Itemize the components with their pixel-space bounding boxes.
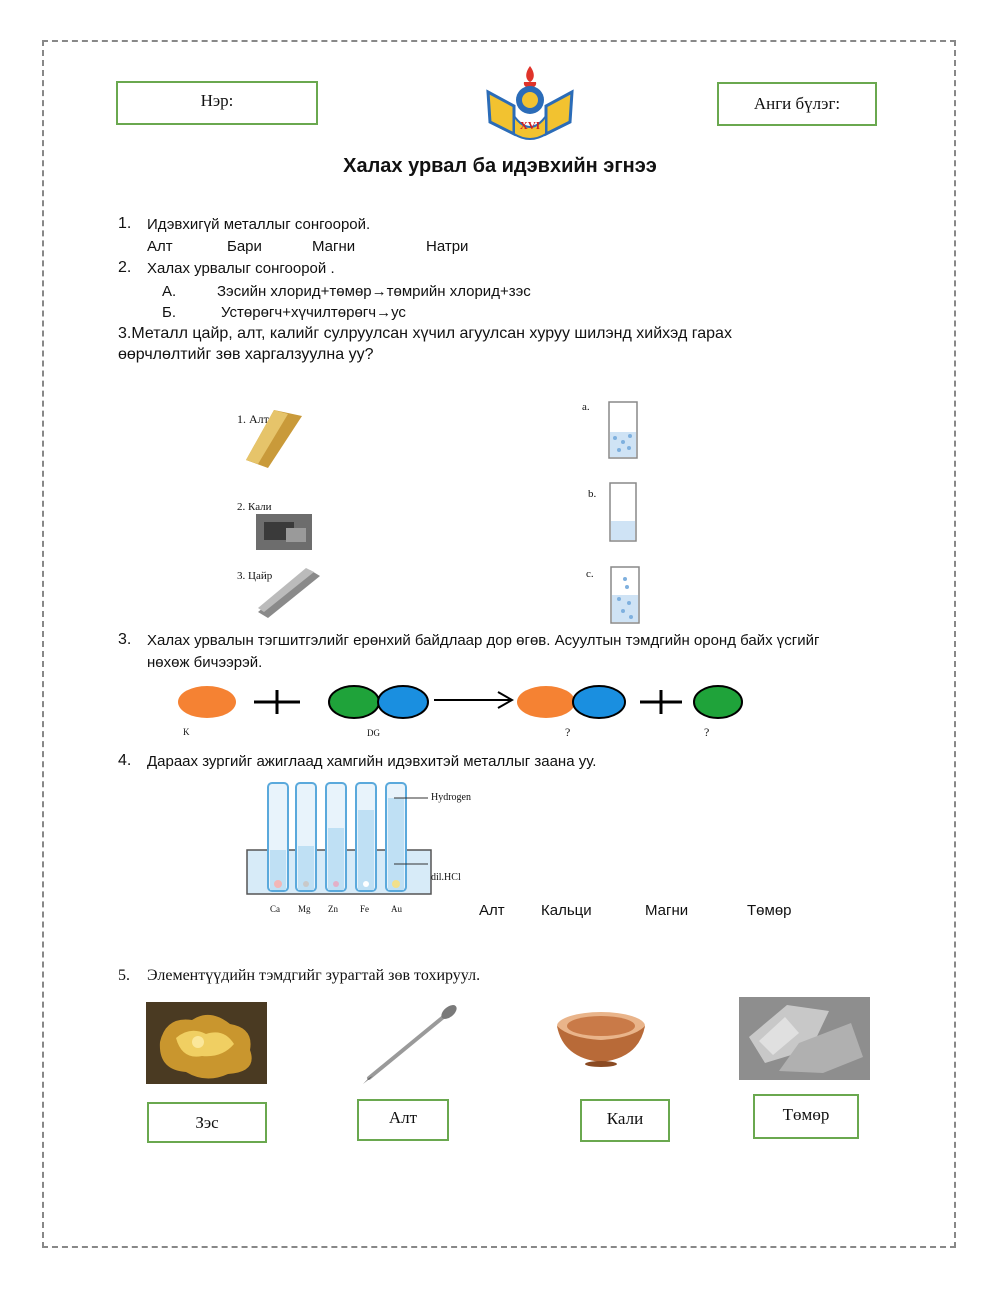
atom-product-g: [573, 686, 625, 718]
test-tube-a: [603, 400, 643, 460]
q2-option-b-text[interactable]: Устөрөгч+хүчилтөрөгч→ус: [221, 304, 406, 321]
name-field[interactable]: [116, 81, 318, 125]
answer-box-copper[interactable]: [147, 1102, 267, 1143]
test-tube-b: [605, 481, 641, 543]
atom-product-k: [517, 686, 575, 718]
atom-product-d: [694, 686, 742, 718]
label-question-2[interactable]: ?: [704, 725, 710, 739]
hydrogen-label: Hydrogen: [431, 792, 471, 803]
q2-option-a-label[interactable]: А.: [162, 283, 177, 300]
q1-option-barium[interactable]: Бари: [227, 238, 262, 255]
metal-label-potassium: 2. Кали: [237, 501, 272, 513]
q3a-text-line2: өөрчлөлтийг зөв харгалзуулна уу?: [118, 346, 374, 363]
gold-nugget-image[interactable]: [146, 1002, 267, 1084]
answer-box-gold[interactable]: [357, 1099, 449, 1141]
school-logo: [484, 62, 576, 142]
iron-nail-image[interactable]: [357, 1002, 465, 1084]
answer-box-iron-label: Төмөр: [782, 1105, 830, 1124]
q3b-number: 3.: [118, 631, 132, 648]
answer-box-iron[interactable]: [753, 1094, 859, 1139]
q1-number: 1.: [118, 215, 132, 232]
atom-k: [178, 686, 236, 718]
metal-label-zinc: 3. Цайр: [237, 570, 273, 582]
answer-box-gold-label: Алт: [388, 1108, 418, 1127]
logo-text: XVI: [519, 120, 541, 132]
atom-d: [329, 686, 379, 718]
tube-label-fe: Fe: [360, 904, 369, 914]
q1-text: Идэвхигүй металлыг сонгоорой.: [147, 216, 371, 233]
tube-label-a: a.: [582, 401, 590, 413]
tube-label-b: b.: [588, 488, 597, 500]
q1-option-sodium[interactable]: Натри: [426, 238, 469, 255]
page-title: Халах урвал ба идэвхийн эгнээ: [343, 155, 657, 177]
label-question-1[interactable]: ?: [565, 725, 571, 739]
q4-option-iron[interactable]: Төмөр: [747, 902, 792, 919]
metals-in-acid-diagram: [244, 780, 444, 900]
q5-text: Элементүүдийн тэмдгийг зурагтай зөв тохируул.: [147, 967, 481, 984]
label-k: K: [183, 727, 190, 737]
zinc-strip-image: [256, 566, 322, 620]
tube-label-mg: Mg: [298, 904, 311, 914]
q5-number: 5.: [118, 967, 130, 984]
q3a-text-line1: 3.Металл цайр, алт, калийг сулруулсан хүчил агуулсан хуруу шилэнд хийхэд гарах: [118, 325, 732, 342]
q2-text: Халах урвалыг сонгоорой .: [147, 260, 335, 277]
class-label: Анги бүлэг:: [753, 94, 841, 113]
name-label: Нэр:: [200, 91, 234, 110]
q3b-text-line1: Халах урвалын тэгшитгэлийг ерөнхий байдлаар дор өгөв. Асуултын тэмдгийн оронд байх үсгийг: [147, 632, 820, 649]
potassium-image: [256, 514, 312, 550]
q4-option-magnesium[interactable]: Магни: [645, 902, 689, 919]
atom-g: [378, 686, 428, 718]
q2-option-b-label[interactable]: Б.: [162, 304, 177, 321]
q4-text: Дараах зургийг ажиглаад хамгийн идэвхитэй металлыг заана уу.: [147, 753, 597, 770]
class-field[interactable]: [717, 82, 877, 126]
q4-option-calcium[interactable]: Кальци: [541, 902, 592, 919]
answer-box-potassium-label: Кали: [606, 1109, 644, 1128]
tube-label-c: c.: [586, 568, 594, 580]
answer-box-potassium[interactable]: [580, 1099, 670, 1142]
q2-option-a-text[interactable]: Зэсийн хлорид+төмөр→төмрийн хлорид+зэс: [217, 283, 531, 300]
copper-bowl-image[interactable]: [553, 1002, 649, 1068]
label-dg: DG: [367, 728, 380, 738]
q2-number: 2.: [118, 259, 132, 276]
q3b-text-line2: нөхөж бичээрэй.: [147, 654, 263, 671]
tube-label-ca: Ca: [270, 904, 280, 914]
acid-label: dil.HCl: [431, 872, 461, 883]
gold-strip-image: [244, 406, 304, 470]
metal-chunks-image[interactable]: [739, 997, 870, 1080]
test-tube-c: [605, 565, 645, 625]
metal-label-gold: 1. Алт: [237, 412, 269, 426]
q4-option-gold[interactable]: Алт: [479, 902, 505, 919]
q1-option-gold[interactable]: Алт: [147, 238, 173, 255]
tube-label-au: Au: [391, 904, 402, 914]
reaction-equation-diagram: [176, 682, 746, 722]
tube-label-zn: Zn: [328, 904, 338, 914]
q4-number: 4.: [118, 752, 132, 769]
answer-box-copper-label: Зэс: [195, 1113, 219, 1132]
q1-option-magnesium[interactable]: Магни: [312, 238, 356, 255]
